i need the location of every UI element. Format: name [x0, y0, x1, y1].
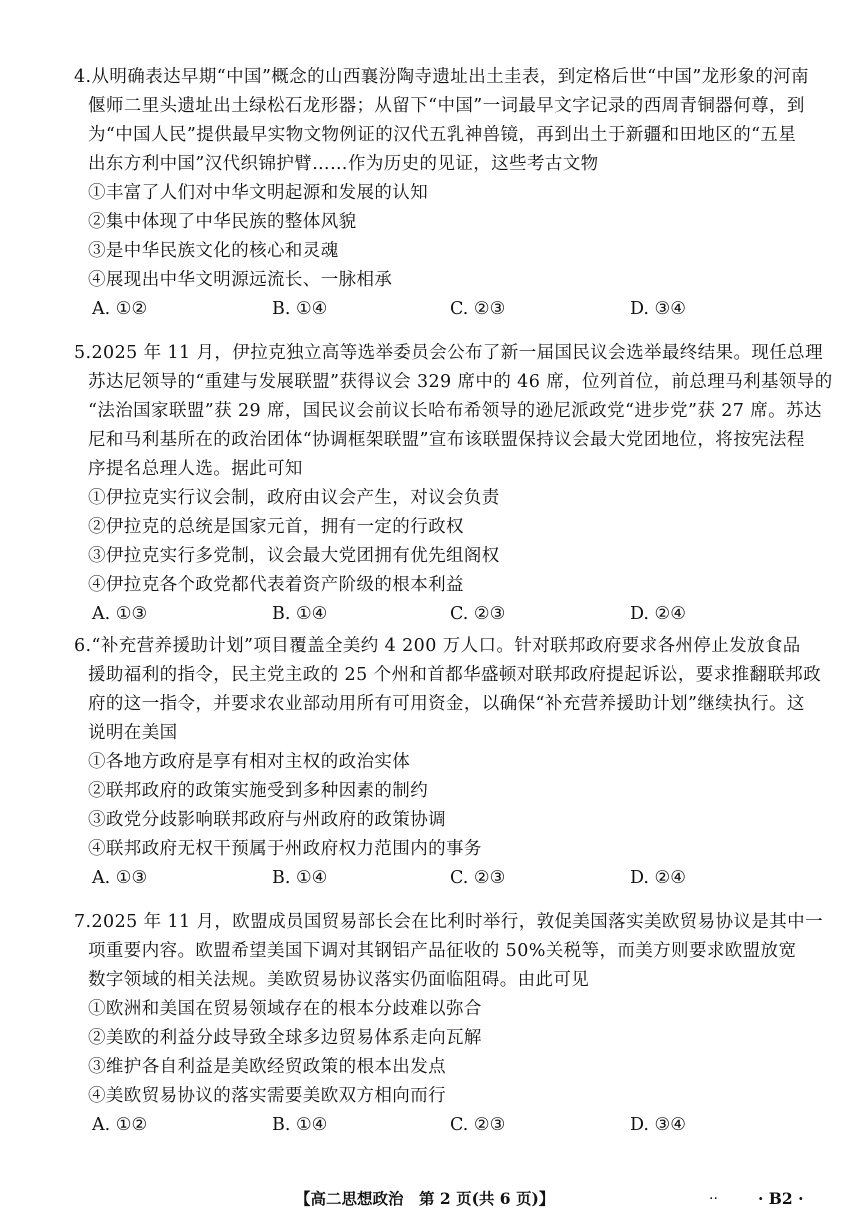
statement-option: ③是中华民族文化的核心和灵魂 [88, 241, 339, 261]
choice-d: D. ②④ [630, 604, 686, 624]
statement-option: ①丰富了人们对中华文明起源和发展的认知 [88, 183, 429, 203]
question-stem-line: 4.从明确表达早期“中国”概念的山西襄汾陶寺遗址出土圭表，到定格后世“中国”龙形象的河南 [74, 67, 810, 87]
statement-option: ①伊拉克实行议会制，政府由议会产生，对议会负责 [88, 488, 500, 508]
question-stem-line: 项重要内容。欧盟希望美国下调对其钢铝产品征收的 50%关税等，而美方则要求欧盟放宽 [88, 941, 797, 961]
footer-page-info: 【高二思想政治 第 2 页(共 6 页)】 [295, 1189, 555, 1208]
statement-option: ②美欧的利益分歧导致全球多边贸易体系走向瓦解 [88, 1028, 482, 1048]
question-stem-line: 援助福利的指令，民主党主政的 25 个州和首都华盛顿对联邦政府提起诉讼，要求推翻联邦政 [88, 665, 822, 685]
statement-option: ①欧洲和美国在贸易领域存在的根本分歧难以弥合 [88, 999, 482, 1019]
question-stem-line: 为“中国人民”提供最早实物文物例证的汉代五乳神兽镜，再到出土于新疆和田地区的“五星 [88, 125, 797, 145]
answer-choices [88, 1111, 818, 1140]
question-stem-line: 说明在美国 [88, 723, 178, 743]
question-7 [74, 908, 823, 1140]
choice-b: B. ①④ [272, 1115, 328, 1135]
choice-d: D. ③④ [630, 299, 686, 319]
question-stem-line: “法治国家联盟”获 29 席，国民议会前议长哈布希领导的逊尼派政党“进步党”获 27 席。苏达 [88, 401, 822, 421]
question-stem-line: 出东方利中国”汉代织锦护臂……作为历史的见证，这些考古文物 [88, 154, 599, 174]
statement-option: ④联邦政府无权干预属于州政府权力范围内的事务 [88, 839, 482, 859]
choice-a: A. ①② [92, 1115, 148, 1135]
question-stem-line: 苏达尼领导的“重建与发展联盟”获得议会 329 席中的 46 席，位列首位，前总理马利基领导的 [88, 372, 833, 392]
choice-c: C. ②③ [450, 1115, 506, 1135]
statement-option: ③伊拉克实行多党制，议会最大党团拥有优先组阁权 [88, 546, 500, 566]
choice-c: C. ②③ [450, 604, 506, 624]
question-4 [74, 63, 818, 324]
statement-option: ①各地方政府是享有相对主权的政治实体 [88, 752, 411, 772]
choice-b: B. ①④ [272, 299, 328, 319]
statement-option: ②集中体现了中华民族的整体风貌 [88, 212, 357, 232]
question-stem-line: 府的这一指令，并要求农业部动用所有可用资金，以确保“补充营养援助计划”继续执行。这 [88, 694, 805, 714]
question-stem-line: 序提名总理人选。据此可知 [88, 459, 303, 479]
answer-choices [88, 295, 818, 324]
answer-choices [88, 864, 818, 893]
statement-option: ②联邦政府的政策实施受到多种因素的制约 [88, 781, 429, 801]
footer-dots: ·· [709, 1191, 718, 1207]
choice-a: A. ①③ [92, 868, 148, 888]
statement-option: ④伊拉克各个政党都代表着资产阶级的根本利益 [88, 575, 464, 595]
statement-option: ③政党分歧影响联邦政府与州政府的政策协调 [88, 810, 446, 830]
choice-d: D. ②④ [630, 868, 686, 888]
choice-c: C. ②③ [450, 868, 506, 888]
statement-option: ③维护各自利益是美欧经贸政策的根本出发点 [88, 1057, 446, 1077]
question-stem-line: 尼和马利基所在的政治团体“协调框架联盟”宣布该联盟保持议会最大党团地位，将按宪法程 [88, 430, 805, 450]
statement-option: ②伊拉克的总统是国家元首，拥有一定的行政权 [88, 517, 464, 537]
choice-d: D. ③④ [630, 1115, 686, 1135]
question-stem-line: 6.“补充营养援助计划”项目覆盖全美约 4 200 万人口。针对联邦政府要求各州停止发放食品 [74, 636, 801, 656]
question-stem-line: 5.2025 年 11 月，伊拉克独立高等选举委员会公布了新一届国民议会选举最终结果。现任总理 [74, 343, 823, 363]
footer-paper-code: · B2 · [758, 1189, 804, 1208]
question-stem-line: 数字领域的相关法规。美欧贸易协议落实仍面临阻碍。由此可见 [88, 970, 590, 990]
question-5 [74, 339, 833, 629]
page-footer [0, 1184, 867, 1214]
choice-c: C. ②③ [450, 299, 506, 319]
choice-b: B. ①④ [272, 868, 328, 888]
choice-b: B. ①④ [272, 604, 328, 624]
choice-a: A. ①③ [92, 604, 148, 624]
question-6 [74, 632, 822, 893]
statement-option: ④美欧贸易协议的落实需要美欧双方相向而行 [88, 1086, 446, 1106]
question-stem-line: 7.2025 年 11 月，欧盟成员国贸易部长会在比利时举行，敦促美国落实美欧贸易协议是其中一 [74, 912, 823, 932]
answer-choices [88, 600, 818, 629]
statement-option: ④展现出中华文明源远流长、一脉相承 [88, 270, 393, 290]
choice-a: A. ①② [92, 299, 148, 319]
question-stem-line: 偃师二里头遗址出土绿松石龙形器；从留下“中国”一词最早文字记录的西周青铜器何尊，到 [88, 96, 805, 116]
